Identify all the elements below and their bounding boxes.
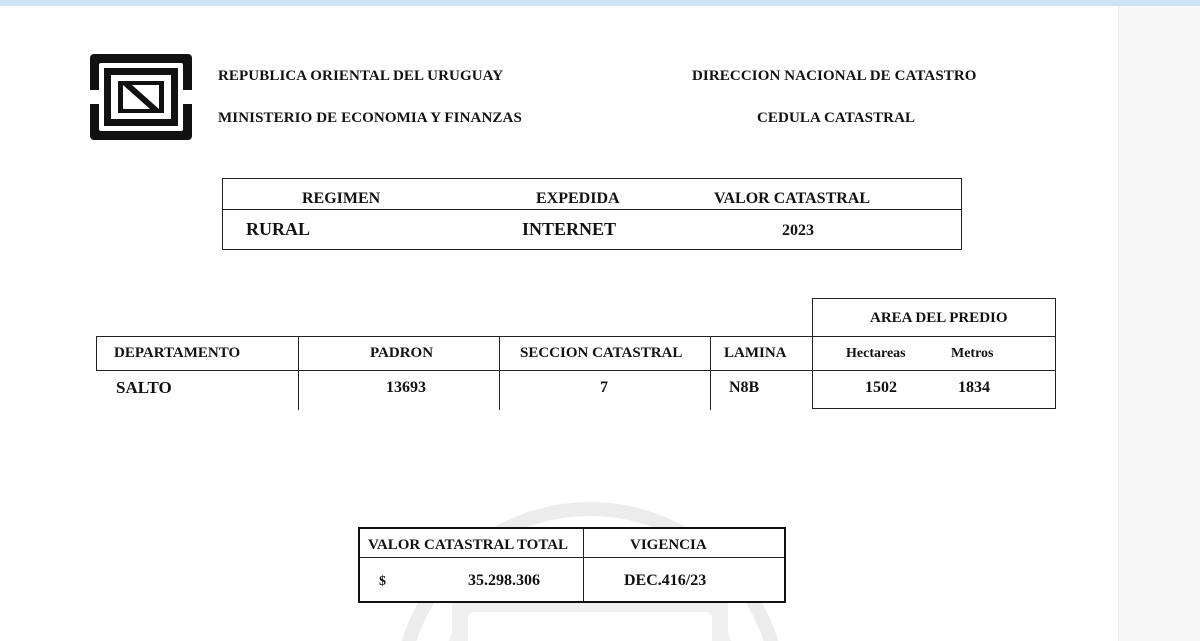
- padron-header: PADRON: [370, 345, 434, 361]
- padron-value: 13693: [386, 379, 426, 396]
- expedida-header: EXPEDIDA: [536, 190, 620, 207]
- hectareas-value: 1502: [865, 379, 897, 396]
- regimen-header: REGIMEN: [302, 190, 381, 207]
- area-del-predio-header: AREA DEL PREDIO: [870, 310, 1008, 326]
- directorate-name: DIRECCION NACIONAL DE CATASTRO: [692, 68, 977, 84]
- catastro-logo: [90, 54, 192, 140]
- document-title: CEDULA CATASTRAL: [757, 110, 916, 126]
- hectareas-header: Hectareas: [846, 346, 906, 361]
- metros-value: 1834: [958, 379, 990, 396]
- departamento-header: DEPARTAMENTO: [114, 345, 241, 361]
- valor-total-amount: 35.298.306: [468, 572, 540, 589]
- document-page: [0, 6, 1118, 641]
- viewer-side-panel: [1118, 6, 1200, 641]
- country-name: REPUBLICA ORIENTAL DEL URUGUAY: [218, 68, 504, 84]
- currency-symbol: $: [379, 574, 386, 589]
- valor-catastral-year: 2023: [782, 222, 814, 239]
- ministry-name: MINISTERIO DE ECONOMIA Y FINANZAS: [218, 110, 522, 126]
- expedida-value: INTERNET: [522, 219, 617, 239]
- vigencia-header: VIGENCIA: [630, 537, 707, 553]
- regimen-value: RURAL: [246, 219, 311, 239]
- metros-header: Metros: [951, 346, 994, 361]
- vigencia-value: DEC.416/23: [624, 572, 707, 589]
- departamento-value: SALTO: [116, 378, 172, 397]
- lamina-value: N8B: [729, 379, 760, 396]
- seccion-catastral-header: SECCION CATASTRAL: [520, 345, 683, 361]
- valor-catastral-header: VALOR CATASTRAL: [714, 190, 871, 207]
- valor-total-header: VALOR CATASTRAL TOTAL: [368, 537, 569, 553]
- seccion-catastral-value: 7: [600, 379, 608, 396]
- lamina-header: LAMINA: [724, 345, 787, 361]
